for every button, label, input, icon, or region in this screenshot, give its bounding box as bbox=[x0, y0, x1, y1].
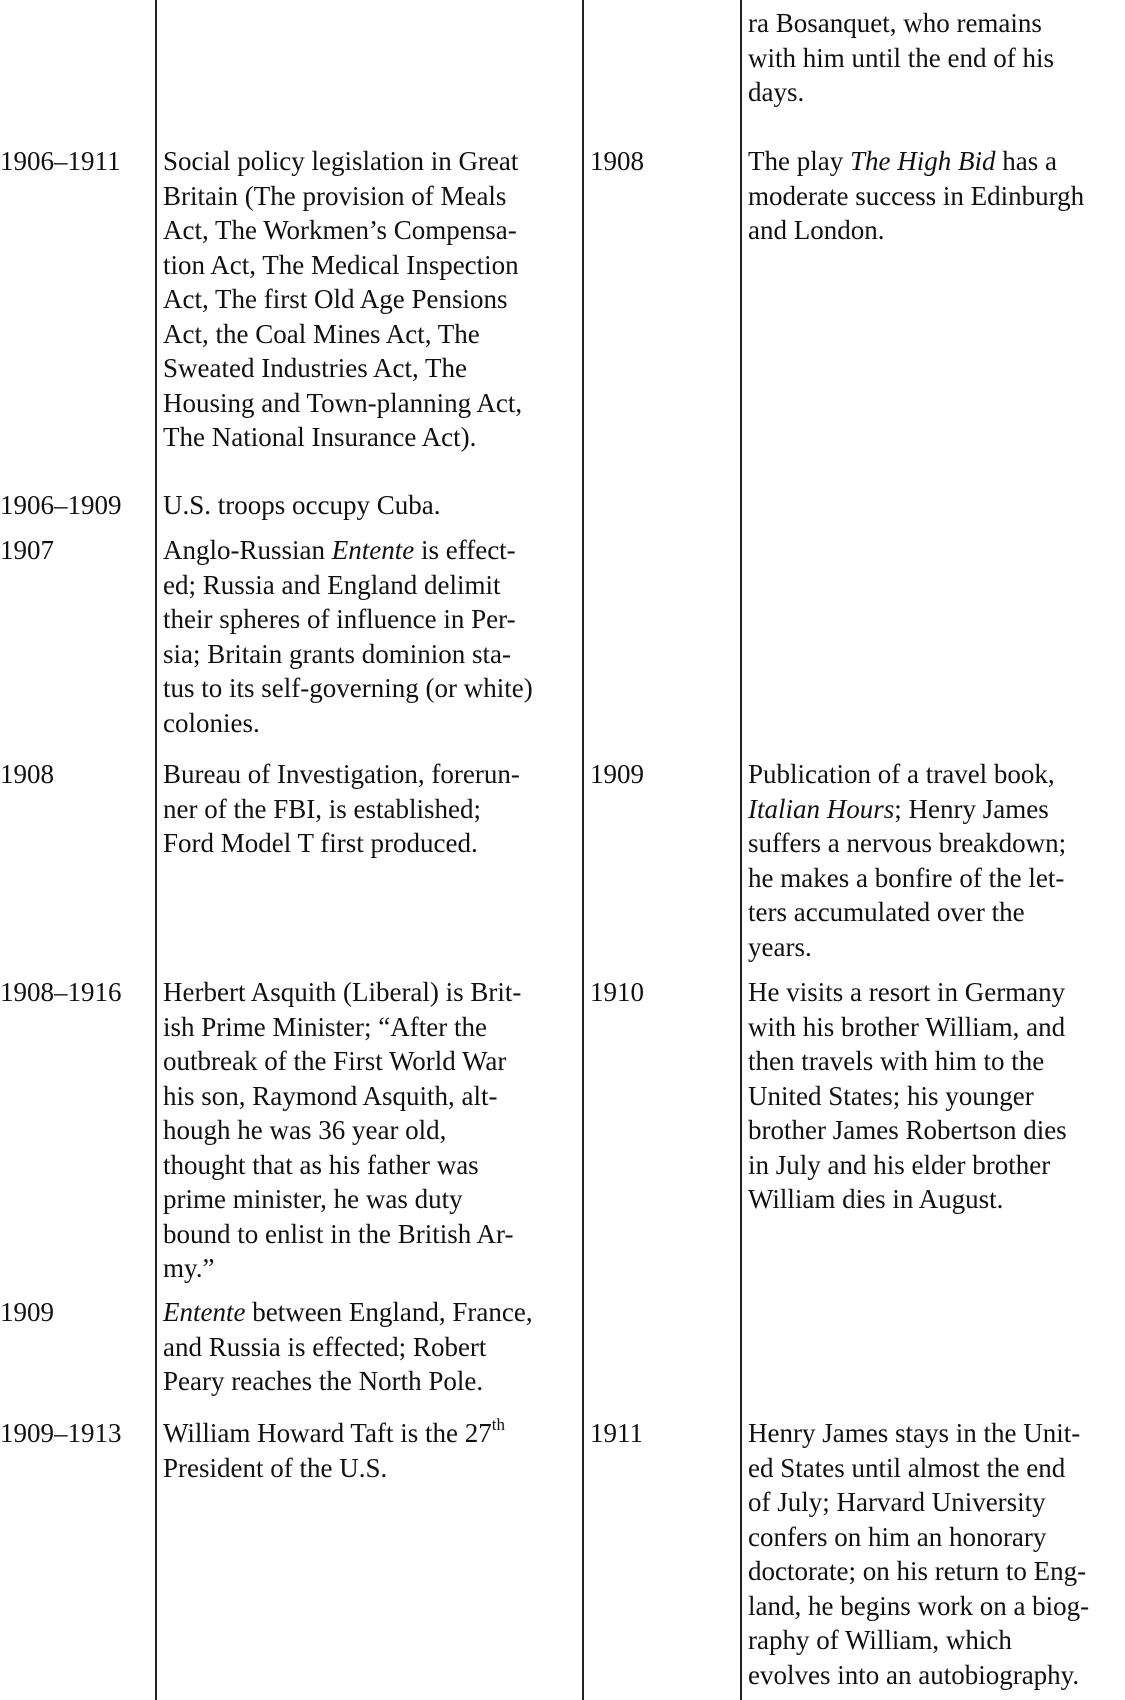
year-text: 1909 bbox=[590, 759, 644, 789]
text-line: and Russia is effected; Robert bbox=[163, 1331, 487, 1362]
event-description bbox=[163, 533, 533, 740]
text-line: ra Bosanquet, who remains bbox=[748, 8, 1042, 38]
text-line: The play The High Bid has a bbox=[748, 146, 1057, 176]
year-text: 1908–1916 bbox=[0, 977, 122, 1007]
text-line: United States; his younger bbox=[748, 1080, 1034, 1111]
text-line: Social policy legislation in Great bbox=[163, 146, 519, 176]
life-description bbox=[748, 1416, 1089, 1692]
text-line: my.” bbox=[163, 1253, 215, 1283]
life-description bbox=[748, 144, 1084, 248]
text-line: days. bbox=[748, 77, 805, 107]
text-line: his son, Raymond Asquith, alt- bbox=[163, 1080, 498, 1111]
text-line: then travels with him to the bbox=[748, 1046, 1045, 1076]
text-line: Bureau of Investigation, forerun- bbox=[163, 759, 520, 789]
text-line: Britain (The provision of Meals bbox=[163, 180, 507, 211]
event-year bbox=[0, 757, 54, 792]
text-line: years. bbox=[748, 931, 812, 962]
text-line: Herbert Asquith (Liberal) is Brit- bbox=[163, 977, 522, 1007]
text-line: confers on him an honorary bbox=[748, 1521, 1047, 1552]
text-line: prime minister, he was duty bbox=[163, 1184, 463, 1214]
life-year bbox=[590, 144, 644, 179]
text-line: suffers a nervous breakdown; bbox=[748, 828, 1067, 858]
year-text: 1909 bbox=[0, 1297, 54, 1327]
text-line: ed States until almost the end bbox=[748, 1452, 1066, 1483]
text-line: bound to enlist in the British Ar- bbox=[163, 1218, 514, 1249]
event-description bbox=[163, 144, 522, 455]
text-line: moderate success in Edinburgh bbox=[748, 180, 1085, 211]
life-description bbox=[748, 975, 1067, 1217]
text-line: hough he was 36 year old, bbox=[163, 1115, 447, 1145]
text-line: President of the U.S. bbox=[163, 1452, 388, 1483]
text-line: ters accumulated over the bbox=[748, 897, 1025, 927]
text-line: ish Prime Minister; “After the bbox=[163, 1011, 487, 1042]
text-line: The National Insurance Act). bbox=[163, 422, 477, 452]
year-text: 1908 bbox=[0, 759, 54, 789]
text-line: sia; Britain grants dominion sta- bbox=[163, 638, 511, 669]
text-line: of July; Harvard University bbox=[748, 1487, 1046, 1517]
text-line: William dies in August. bbox=[748, 1184, 1004, 1214]
life-year bbox=[590, 975, 644, 1010]
text-line: Act, the Coal Mines Act, The bbox=[163, 318, 480, 349]
column-divider-3 bbox=[740, 0, 742, 1700]
column-divider-2 bbox=[582, 0, 584, 1700]
text-line: Anglo-Russian Entente is effect- bbox=[163, 535, 516, 565]
text-line: with his brother William, and bbox=[748, 1011, 1066, 1042]
text-line: he makes a bonfire of the let- bbox=[748, 862, 1065, 893]
event-description bbox=[163, 757, 520, 861]
text-line: Publication of a travel book, bbox=[748, 759, 1055, 789]
text-line: Ford Model T first produced. bbox=[163, 828, 478, 858]
life-year bbox=[590, 1416, 643, 1451]
text-line: with him until the end of his bbox=[748, 42, 1054, 73]
event-description bbox=[163, 1295, 533, 1399]
event-year bbox=[0, 975, 122, 1010]
event-description bbox=[163, 975, 521, 1286]
event-year bbox=[0, 533, 54, 568]
text-line: Henry James stays in the Unit- bbox=[748, 1418, 1081, 1448]
text-line: land, he begins work on a biog- bbox=[748, 1590, 1090, 1621]
year-text: 1910 bbox=[590, 977, 644, 1007]
text-line: Peary reaches the North Pole. bbox=[163, 1366, 484, 1396]
year-text: 1909–1913 bbox=[0, 1418, 122, 1448]
event-year bbox=[0, 488, 122, 523]
text-line: Entente between England, France, bbox=[163, 1297, 533, 1327]
text-line: ed; Russia and England delimit bbox=[163, 569, 501, 600]
year-text: 1906–1909 bbox=[0, 490, 122, 520]
text-line: raphy of William, which bbox=[748, 1625, 1012, 1655]
text-line: evolves into an autobiography. bbox=[748, 1659, 1080, 1690]
text-line: brother James Robertson dies bbox=[748, 1115, 1067, 1145]
text-line: doctorate; on his return to Eng- bbox=[748, 1556, 1087, 1586]
event-year bbox=[0, 1416, 122, 1451]
text-line: colonies. bbox=[163, 707, 260, 738]
text-line: their spheres of influence in Per- bbox=[163, 604, 516, 634]
text-line: He visits a resort in Germany bbox=[748, 977, 1066, 1007]
text-line: ner of the FBI, is established; bbox=[163, 793, 481, 824]
life-year bbox=[590, 757, 644, 792]
year-text: 1911 bbox=[590, 1418, 643, 1448]
text-line: William Howard Taft is the 27th bbox=[163, 1415, 505, 1448]
text-line: and London. bbox=[748, 215, 885, 245]
life-continuation bbox=[748, 6, 1054, 110]
year-text: 1906–1911 bbox=[0, 146, 121, 176]
event-year bbox=[0, 1295, 54, 1330]
text-line: Italian Hours; Henry James bbox=[748, 793, 1049, 824]
text-line: tion Act, The Medical Inspection bbox=[163, 249, 519, 280]
event-year bbox=[0, 144, 121, 179]
text-line: outbreak of the First World War bbox=[163, 1046, 507, 1076]
text-line: Sweated Industries Act, The bbox=[163, 353, 467, 383]
text-line: U.S. troops occupy Cuba. bbox=[163, 490, 441, 520]
text-line: in July and his elder brother bbox=[748, 1149, 1051, 1180]
text-line: Act, The first Old Age Pensions bbox=[163, 284, 508, 314]
event-description bbox=[163, 488, 440, 523]
life-description bbox=[748, 757, 1066, 964]
event-description bbox=[163, 1416, 505, 1485]
column-divider-1 bbox=[155, 0, 157, 1700]
text-line: thought that as his father was bbox=[163, 1149, 479, 1180]
year-text: 1907 bbox=[0, 535, 54, 565]
text-line: tus to its self-governing (or white) bbox=[163, 673, 533, 703]
text-line: Act, The Workmen’s Compensa- bbox=[163, 215, 517, 245]
text-line: Housing and Town-planning Act, bbox=[163, 387, 523, 418]
year-text: 1908 bbox=[590, 146, 644, 176]
